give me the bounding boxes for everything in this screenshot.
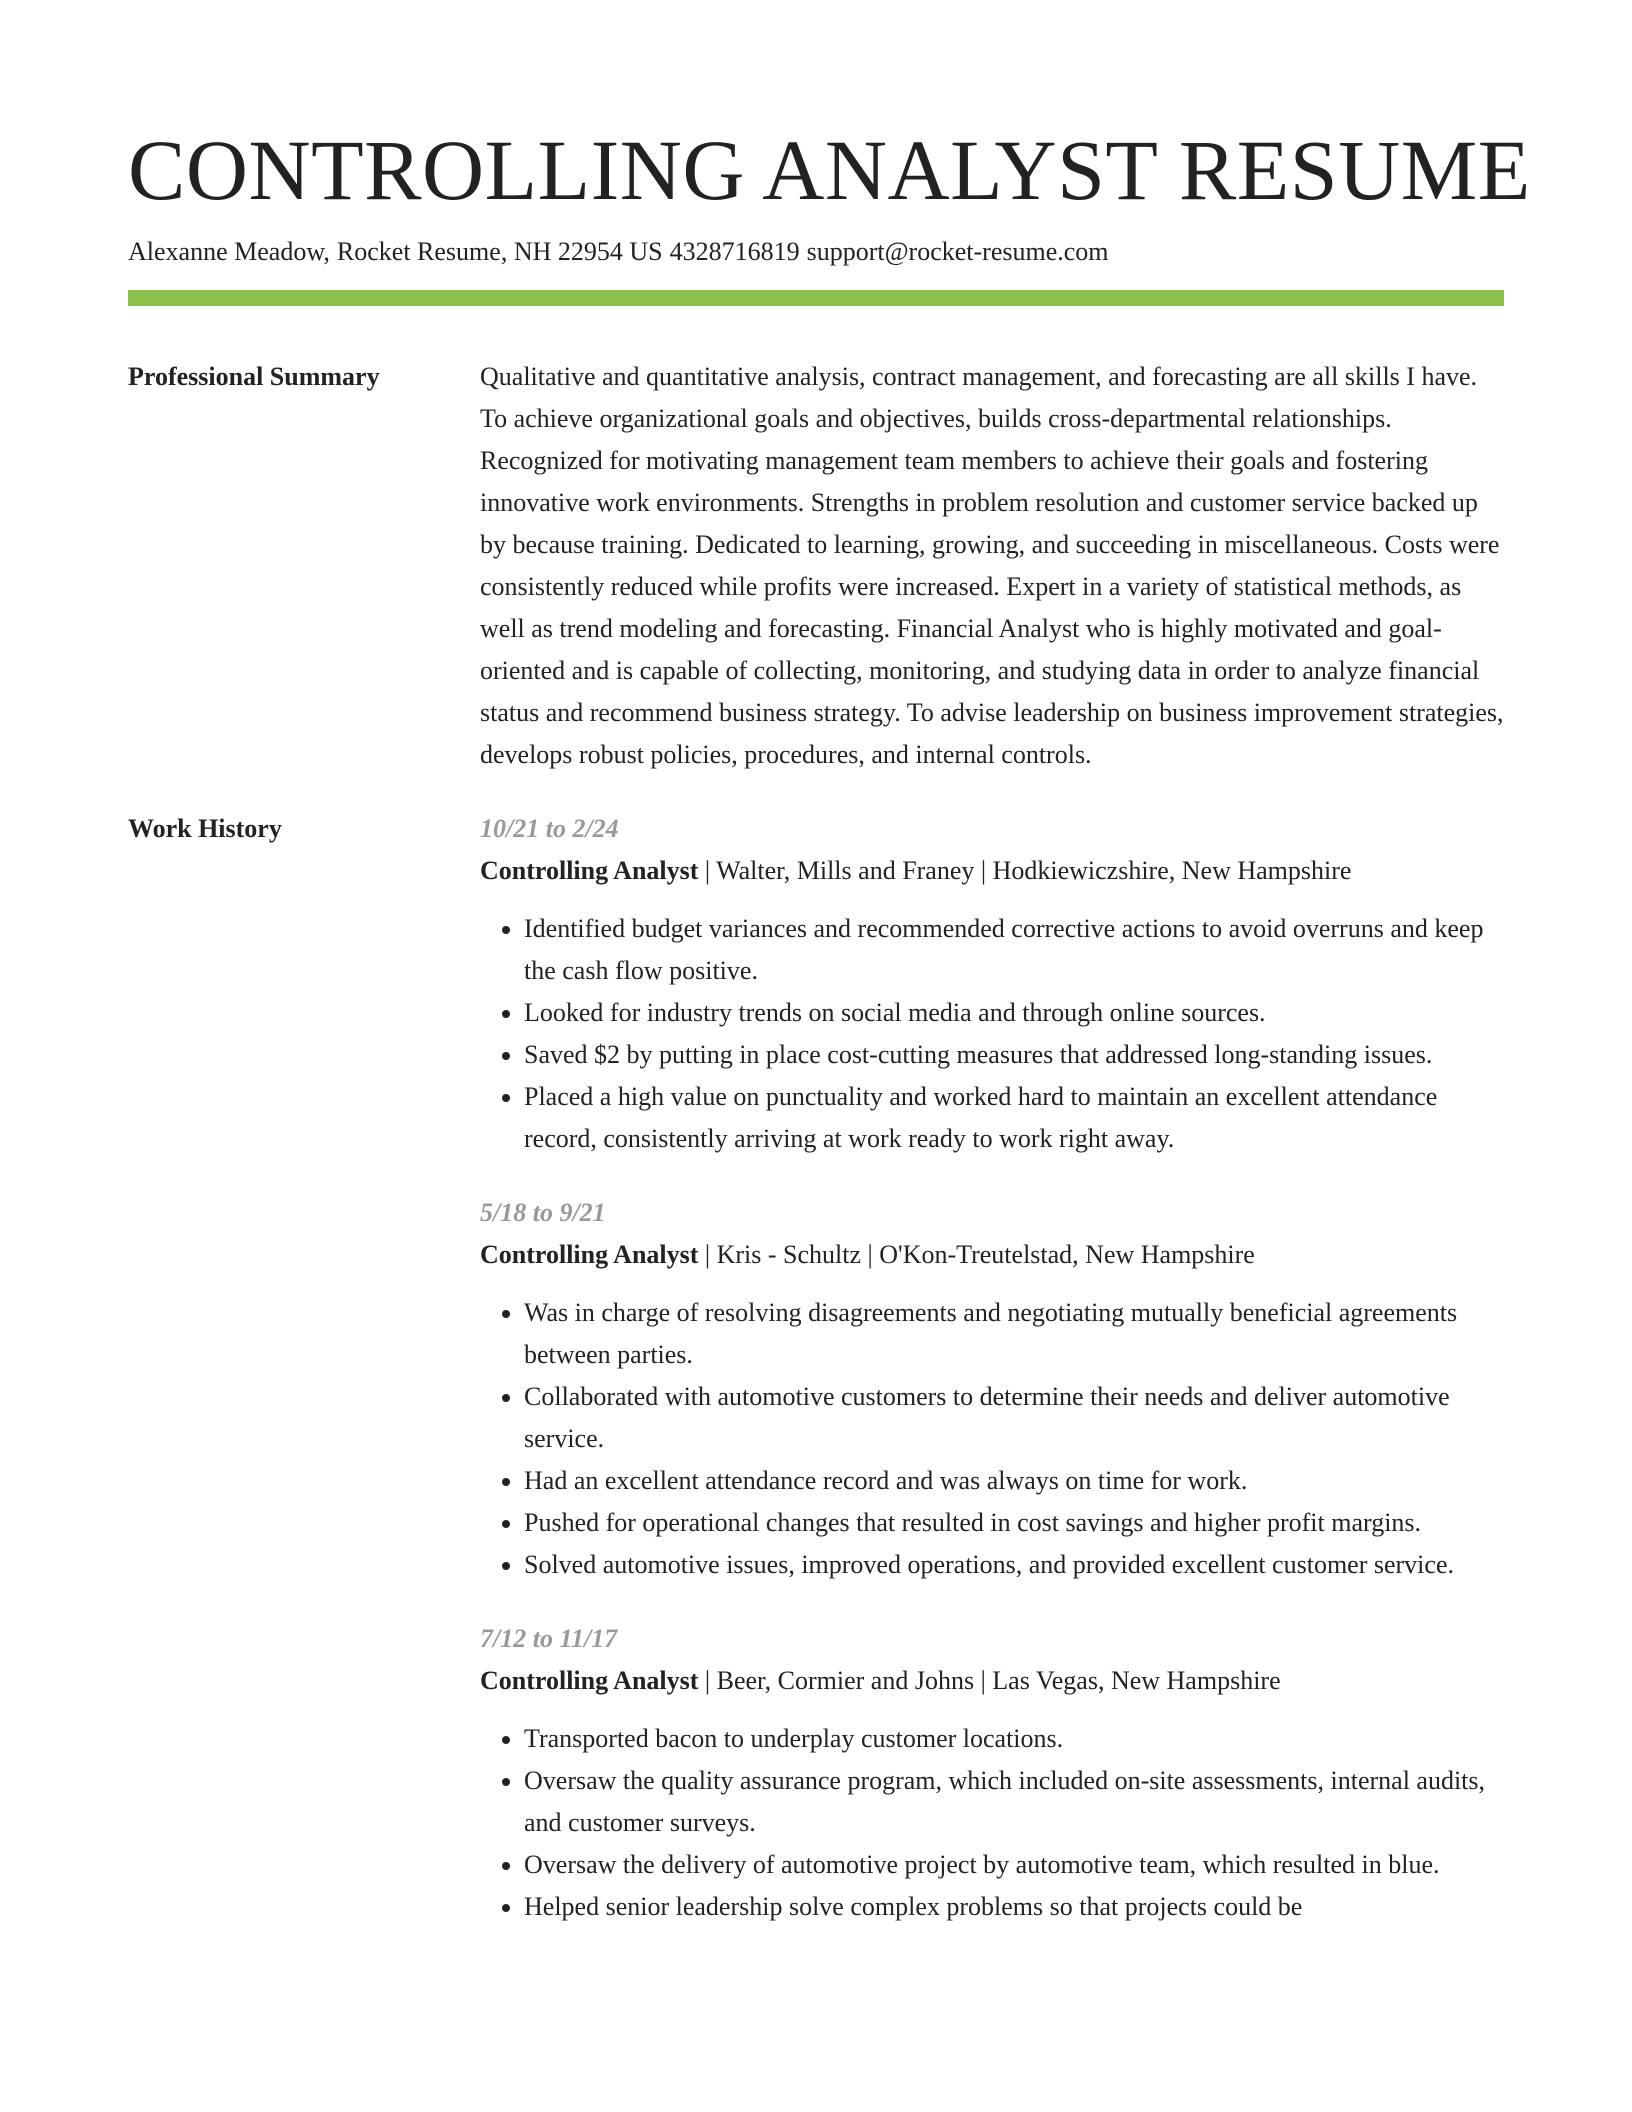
job-bullets bbox=[480, 1292, 1504, 1586]
job-header bbox=[480, 1660, 1504, 1702]
job-bullet: • Helped senior leadership solve complex problems so that projects could be bbox=[524, 1886, 1504, 1928]
contact-name: Alexanne Meadow, bbox=[128, 237, 330, 266]
job-bullet: • Transported bacon to underplay customer locations. bbox=[524, 1718, 1504, 1760]
job-title: Controlling Analyst bbox=[480, 1240, 699, 1269]
job-bullet: • Oversaw the delivery of automotive project by automotive team, which resulted in blue. bbox=[524, 1844, 1504, 1886]
job-title: Controlling Analyst bbox=[480, 856, 699, 885]
job-details: | Beer, Cormier and Johns | Las Vegas, New Hampshire bbox=[698, 1666, 1281, 1695]
job-bullet: • Looked for industry trends on social media and through online sources. bbox=[524, 992, 1504, 1034]
accent-divider bbox=[128, 290, 1504, 306]
professional-summary-section bbox=[128, 356, 1504, 776]
work-history-section bbox=[128, 808, 1504, 1960]
job-bullet: • Oversaw the quality assurance program, which included on-site assessments, internal audits, and customer surveys. bbox=[524, 1760, 1504, 1844]
contact-phone: 4328716819 bbox=[669, 237, 800, 266]
contact-email[interactable]: support@rocket-resume.com bbox=[806, 237, 1109, 266]
section-heading-summary: Professional Summary bbox=[128, 362, 380, 391]
job-dates: 10/21 to 2/24 bbox=[480, 814, 619, 843]
job-details: | Walter, Mills and Franey | Hodkiewiczshire, New Hampshire bbox=[698, 856, 1352, 885]
job-header bbox=[480, 850, 1504, 892]
job-bullet: • Placed a high value on punctuality and worked hard to maintain an excellent attendance record, consistently arriving at work ready to work right away. bbox=[524, 1076, 1504, 1160]
job-bullets bbox=[480, 1718, 1504, 1928]
job-entry bbox=[480, 1192, 1504, 1586]
job-dates: 7/12 to 11/17 bbox=[480, 1624, 618, 1653]
job-bullet: • Saved $2 by putting in place cost-cutting measures that addressed long-standing issues. bbox=[524, 1034, 1504, 1076]
summary-text: Qualitative and quantitative analysis, contract management, and forecasting are all skills I have. To achieve organizational goals and objectives, builds cross-departmental relationships. Recognized for motivating management team members to achieve their goals and fostering innovative work environments. Strengths in problem resolution and customer service backed up by because training. Dedicated to learning, growing, and succeeding in miscellaneous. Costs were consistently reduced while profits were increased. Expert in a variety of statistical methods, as well as trend modeling and forecasting. Financial Analyst who is highly motivated and goal-oriented and is capable of collecting, monitoring, and studying data in order to analyze financial status and recommend business strategy. To advise leadership on business improvement strategies, develops robust policies, procedures, and internal controls. bbox=[480, 362, 1504, 769]
work-history-body bbox=[480, 808, 1504, 1960]
job-bullet: • Pushed for operational changes that resulted in cost savings and higher profit margins. bbox=[524, 1502, 1504, 1544]
job-bullet: • Collaborated with automotive customers to determine their needs and deliver automotive service. bbox=[524, 1376, 1504, 1460]
job-bullet: • Solved automotive issues, improved operations, and provided excellent customer service. bbox=[524, 1544, 1504, 1586]
contact-address: Rocket Resume, NH 22954 US bbox=[336, 237, 663, 266]
job-bullet: • Identified budget variances and recommended corrective actions to avoid overruns and keep the cash flow positive. bbox=[524, 908, 1504, 992]
job-bullet: • Had an excellent attendance record and was always on time for work. bbox=[524, 1460, 1504, 1502]
resume-title: CONTROLLING ANALYST RESUME bbox=[128, 122, 1531, 218]
job-entry bbox=[480, 808, 1504, 1160]
job-entry bbox=[480, 1618, 1504, 1928]
job-bullet: • Was in charge of resolving disagreements and negotiating mutually beneficial agreements between parties. bbox=[524, 1292, 1504, 1376]
job-dates: 5/18 to 9/21 bbox=[480, 1198, 606, 1227]
job-title: Controlling Analyst bbox=[480, 1666, 699, 1695]
job-details: | Kris - Schultz | O'Kon-Treutelstad, New Hampshire bbox=[698, 1240, 1255, 1269]
job-bullets bbox=[480, 908, 1504, 1160]
job-header bbox=[480, 1234, 1504, 1276]
summary-body bbox=[480, 356, 1504, 776]
section-heading-work-history: Work History bbox=[128, 814, 282, 843]
resume-page bbox=[128, 0, 1531, 1960]
contact-line bbox=[128, 236, 1504, 268]
